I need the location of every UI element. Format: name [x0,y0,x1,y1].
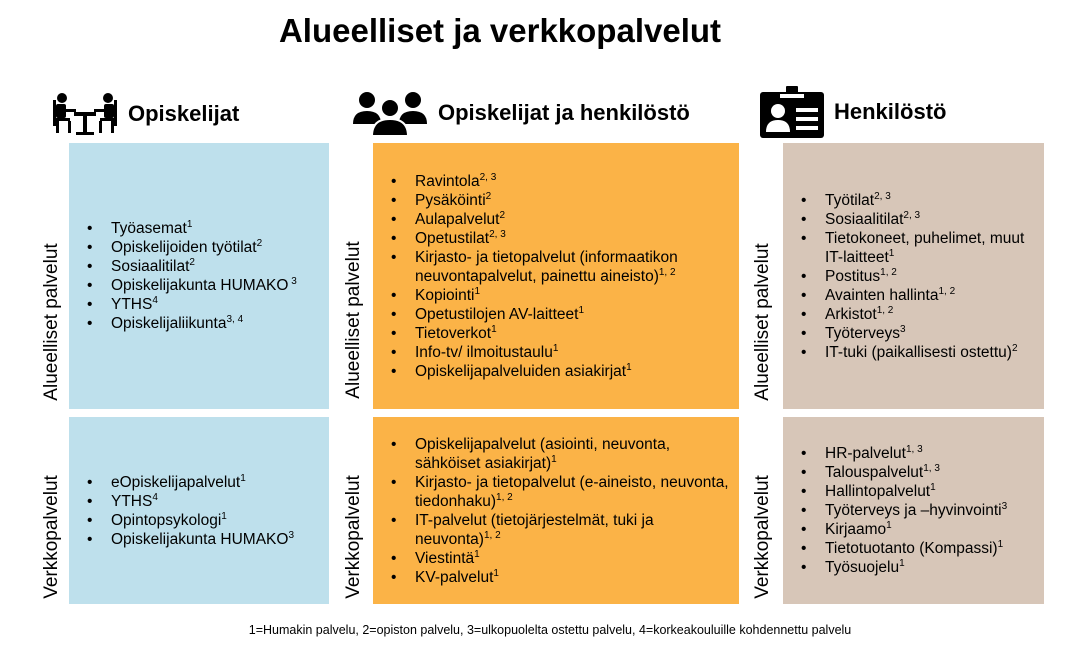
service-item-footnote-ref: 2 [1011,342,1018,354]
column-header-label: Opiskelijat [128,101,240,126]
service-item-label: Työterveys [825,324,900,342]
service-item-label: YTHS [111,296,153,313]
cell-students-online [69,417,329,604]
service-item [111,219,323,238]
service-item [825,305,1038,324]
service-item-footnote-ref: 1 [626,361,632,373]
service-item-footnote-ref: 2, 3 [903,209,921,221]
column-header-students [52,92,239,136]
service-item-label: Opetustilojen AV-laitteet [415,305,579,323]
service-item-label: Kirjasto- ja tietopalvelut (e-aineisto, neuvonta, tiedonhaku) [415,473,729,510]
service-item [825,229,1038,267]
service-item-footnote-ref: 1, 2 [880,266,897,278]
service-item-label: IT-palvelut (tietojärjestelmät, tuki ja neuvonta) [415,511,654,548]
service-list [69,219,329,333]
service-item-footnote-ref: 3 [288,529,295,541]
service-item-label: Tietotuotanto (Kompassi) [825,540,998,557]
service-list [373,435,739,587]
service-item-label: Työterveys ja –hyvinvointi [825,502,1002,519]
service-item-footnote-ref: 1 [551,453,557,465]
id-card-icon [760,86,824,138]
service-list [783,191,1044,362]
service-item [825,558,1038,577]
service-item-footnote-ref: 1, 3 [905,443,923,455]
diagram-title: Alueelliset ja verkkopalvelut [278,12,722,49]
service-item-label: Tietokoneet, puhelimet, muut IT-laitteet [825,229,1025,266]
service-item [415,343,733,362]
service-item-footnote-ref: 1 [886,519,892,531]
service-item-footnote-ref: 1, 2 [483,529,501,541]
service-item [825,444,1038,463]
service-item-label: Pysäköinti [415,191,486,209]
service-item [415,511,733,549]
service-item-footnote-ref: 2 [485,190,492,202]
service-item-footnote-ref: 1 [491,323,497,335]
service-item-label: Opiskelijoiden työtilat [111,239,257,256]
service-item-footnote-ref: 1 [493,567,499,579]
service-item-footnote-ref: 3 [1001,500,1008,512]
service-item-label: Avainten hallinta [825,286,939,304]
students-at-table-icon [52,92,118,136]
column-header-staff [760,86,946,138]
service-item-footnote-ref: 2 [189,256,195,268]
service-item-footnote-ref: 1 [578,304,584,316]
service-item-footnote-ref: 1 [474,548,480,560]
service-item [111,473,323,492]
service-item [415,435,733,473]
cell-staff-online [783,417,1044,604]
service-item-footnote-ref: 1 [221,510,227,522]
service-item-label: Tietoverkot [415,324,492,342]
service-item-label: Opintopsykologi [111,511,222,529]
service-item [111,492,323,511]
service-item-footnote-ref: 2, 3 [489,228,506,240]
service-item-footnote-ref: 3 [899,323,906,335]
service-item-footnote-ref: 1 [899,557,905,569]
service-item-label: Talouspalvelut [825,464,924,481]
service-item-label: Kopiointi [415,286,475,304]
service-item [825,482,1038,501]
service-item-label: HR-palvelut [825,445,906,462]
service-item [825,267,1038,286]
service-item [415,172,733,191]
service-item-footnote-ref: 1, 3 [923,462,940,474]
cell-both-regional [373,143,739,409]
service-item [825,520,1038,539]
group-of-people-icon [352,90,428,136]
service-item-label: KV-palvelut [415,568,494,586]
service-item-label: Opiskelijakunta HUMAKO [111,530,289,548]
service-item-footnote-ref: 2, 3 [479,171,497,183]
service-item [415,191,733,210]
service-item-footnote-ref: 1, 2 [876,304,894,316]
service-item-footnote-ref: 1 [474,285,481,297]
service-item-footnote-ref: 2 [499,209,506,221]
service-item-label: Info-tv/ ilmoitustaulu [415,343,553,361]
column-header-label: Opiskelijat ja henkilöstö [438,100,690,125]
service-item-label: Työtilat [825,191,875,209]
service-item-label: Ravintola [415,172,480,190]
service-item [825,191,1038,210]
service-item [415,286,733,305]
service-item-label: Opetustilat [415,229,490,247]
service-item [415,362,733,381]
service-item-label: Työsuojelu [825,559,900,576]
service-item-footnote-ref: 1 [997,538,1004,550]
service-item [825,286,1038,305]
service-item [825,501,1038,520]
service-list [69,473,329,549]
service-item-label: Opiskelijaliikunta [111,315,227,332]
service-item [111,257,323,276]
service-item [825,539,1038,558]
service-item [111,511,323,530]
service-item [825,463,1038,482]
column-header-students-and-staff [352,90,690,136]
service-item-footnote-ref: 1 [552,342,559,354]
service-item-label: Viestintä [415,549,475,567]
service-item-label: Sosiaalitilat [111,258,190,275]
service-item [111,314,323,333]
cell-staff-regional [783,143,1044,409]
service-item-footnote-ref: 2 [256,237,263,249]
service-item-footnote-ref: 1 [186,218,193,230]
service-item-footnote-ref: 1 [240,472,246,484]
service-item-label: Arkistot [825,305,877,323]
service-item [415,568,733,587]
service-item [415,248,733,286]
cell-students-regional [69,143,329,409]
service-item [415,229,733,248]
service-item-label: eOpiskelijapalvelut [111,473,241,491]
service-item-label: Aulapalvelut [415,210,500,228]
service-item-label: Opiskelijakunta HUMAKO [111,277,289,294]
service-item-label: Kirjaamo [825,521,887,538]
service-item [415,305,733,324]
service-item [825,343,1038,362]
service-list [373,172,739,381]
service-item [111,295,323,314]
service-item-footnote-ref: 1, 2 [938,285,956,297]
service-item-label: IT-tuki (paikallisesti ostettu) [825,343,1012,361]
service-item-footnote-ref: 2, 3 [874,190,891,202]
service-item-label: Opiskelijapalveluiden asiakirjat [415,362,627,380]
service-item-footnote-ref: 1 [888,247,895,259]
service-item-footnote-ref: 4 [152,491,158,503]
service-item-footnote-ref: 3 [288,275,297,287]
service-item-label: Sosiaalitilat [825,210,904,228]
service-item-label: Hallintopalvelut [825,483,931,500]
service-item [111,238,323,257]
service-item [825,210,1038,229]
service-item-footnote-ref: 1 [930,481,936,493]
service-item [111,276,323,295]
service-item [415,324,733,343]
service-item-label: Työasemat [111,220,187,237]
service-item-label: YTHS [111,492,153,510]
service-item-footnote-ref: 1, 2 [658,266,676,278]
service-list [783,444,1044,577]
service-item [415,549,733,568]
service-item-label: Opiskelijapalvelut (asiointi, neuvonta, sähköiset asiakirjat) [415,435,671,472]
cell-both-online [373,417,739,604]
service-item [111,530,323,549]
service-item [415,473,733,511]
column-header-label: Henkilöstö [834,99,947,124]
service-item-footnote-ref: 1, 2 [496,491,513,503]
service-item-footnote-ref: 4 [152,294,158,306]
service-item [415,210,733,229]
service-item-label: Kirjasto- ja tietopalvelut (informaatikon neuvontapalvelut, painettu aineisto) [415,248,678,285]
service-item [825,324,1038,343]
service-item-footnote-ref: 3, 4 [226,313,244,325]
footnote: 1=Humakin palvelu, 2=opiston palvelu, 3=ulkopuolelta ostettu palvelu, 4=korkeakouluille kohdennettu palvelu [248,623,852,637]
service-item-label: Postitus [825,267,881,285]
